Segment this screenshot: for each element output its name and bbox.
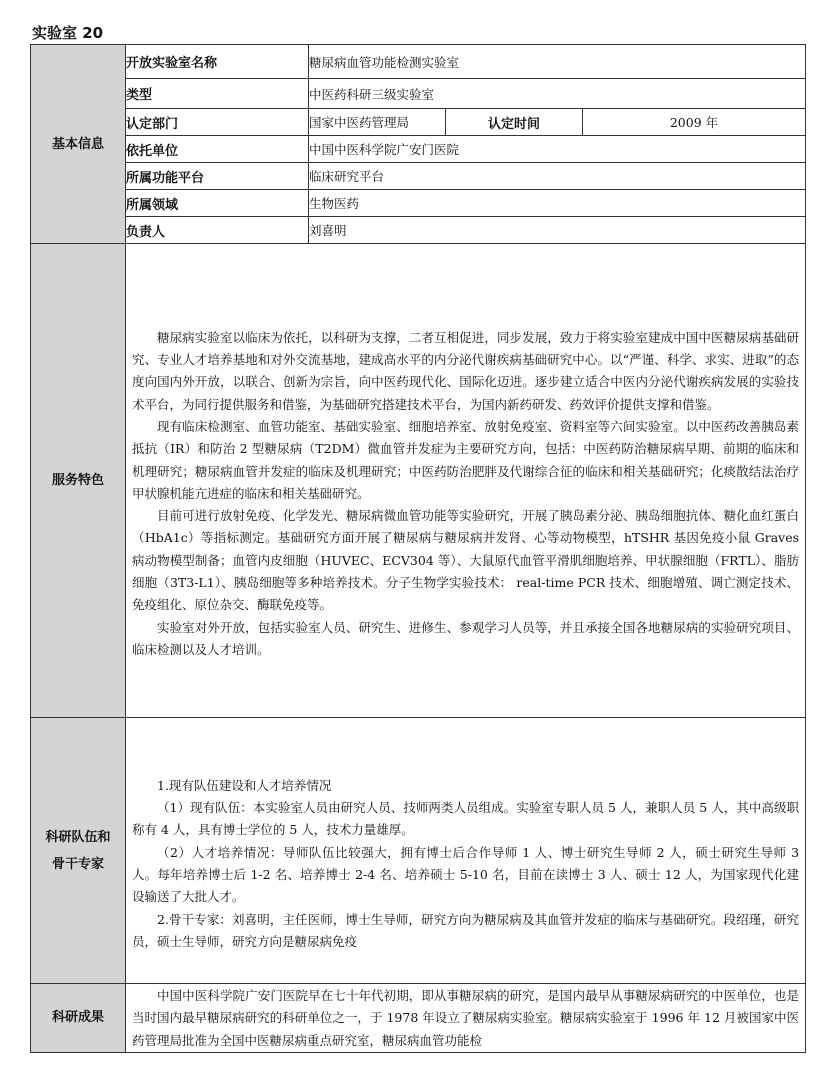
section-service: 服务特色 (31, 244, 126, 718)
team-content (126, 718, 806, 984)
service-paragraph: 现有临床检测室、血管功能室、基础实验室、细胞培养室、放射免疫室、资料室等六间实验室。以中医药改善胰岛素抵抗（IR）和防治 2 型糖尿病（T2DM）微血管并发症为主要研究方向，包括：中医药防治糖尿病早期、前期的临床和机理研究；糖尿病血管并发症的临床及机理研究；中医药防治肥胖及代谢综合征的临床和相关基础研究；化痰散结法治疗甲状腺机能亢进症的临床和相关基础研究。 (132, 418, 800, 501)
value-type: 中医药科研三级实验室 (309, 79, 806, 109)
section-team (31, 718, 126, 984)
results-content (126, 984, 806, 1053)
value-field: 生物医药 (309, 190, 806, 217)
row-director (31, 217, 806, 244)
label-cert-time: 认定时间 (446, 109, 583, 136)
row-field (31, 190, 806, 217)
section-team-line2: 骨干专家 (51, 856, 104, 872)
row-results (31, 984, 806, 1053)
service-paragraph: 糖尿病实验室以临床为依托，以科研为支撑，二者互相促进，同步发展，致力于将实验室建成中国中医糖尿病基础研究、专业人才培养基地和对外交流基地，建成高水平的内分泌代谢疾病基础研究中心。以“严谨、科学、求实、进取”的态度向国内外开放，以联合、创新为宗旨，向中医药现代化、国际化迈进。逐步建立适合中医内分泌代谢疾病发展的实验技术平台，为同行提供服务和借鉴，为基础研究搭建技术平台，为国内新药研发、药效评价提供支撑和借鉴。 (132, 329, 800, 412)
service-content (126, 244, 806, 718)
label-platform: 所属功能平台 (126, 163, 309, 190)
value-department: 国家中医药管理局 (309, 109, 446, 136)
label-host-unit: 依托单位 (126, 136, 309, 163)
section-basic-info: 基本信息 (31, 45, 126, 244)
team-paragraph: （2）人才培养情况：导师队伍比较强大，拥有博士后合作导师 1 人、博士研究生导师 2 人，硕士研究生导师 3 人。每年培养博士后 1-2 名、培养博士 2-4 名、培养硕士 5-10 名，目前在读博士 3 人、硕士 12 人，为国家现代化建设输送了大批人才。 (132, 844, 800, 905)
row-team (31, 718, 806, 984)
label-department: 认定部门 (126, 109, 309, 136)
value-host-unit: 中国中医科学院广安门医院 (309, 136, 806, 163)
section-results: 科研成果 (31, 984, 126, 1053)
service-paragraph: 实验室对外开放，包括实验室人员、研究生、进修生、参观学习人员等，并且承接全国各地糖尿病的实验研究项目、临床检测以及人才培训。 (132, 619, 800, 657)
value-cert-time: 2009 年 (583, 109, 806, 136)
label-director: 负责人 (126, 217, 309, 244)
team-paragraph: 2.骨干专家：刘喜明，主任医师，博士生导师，研究方向为糖尿病及其血管并发症的临床与基础研究。段绍瑾，研究员，硕士生导师，研究方向是糖尿病免疫 (132, 911, 800, 949)
lab-info-table (30, 44, 806, 1053)
value-lab-name: 糖尿病血管功能检测实验室 (309, 45, 806, 79)
section-team-line1: 科研队伍和 (45, 829, 111, 845)
service-paragraph: 目前可进行放射免疫、化学发光、糖尿病微血管功能等实验研究，开展了胰岛素分泌、胰岛细胞抗体、糖化血红蛋白（HbA1c）等指标测定。基础研究方面开展了糖尿病与糖尿病并发肾、心等动物模型，hTSHR 基因免疫小鼠 Graves 病动物模型制备；血管内皮细胞（HUVEC、ECV304 等）、大鼠原代血管平滑肌细胞培养、甲状腺细胞（FRTL）、脂肪细胞（3T3-L1）、胰岛细胞等多种培养技术。分子生物学实验技术： real-time PCR 技术、细胞增殖、调亡测定技术、免疫组化、原位杂交、酶联免疫等。 (132, 508, 800, 613)
results-paragraph: 中国中医科学院广安门医院早在七十年代初期，即从事糖尿病的研究，是国内最早从事糖尿病研究的中医单位，也是当时国内最早糖尿病研究的科研单位之一，于 1978 年设立了糖尿病实验室。糖尿病实验室于 1996 年 12 月被国家中医药管理局批准为全国中医糖尿病重点研究室，糖尿病血管功能检 (132, 988, 800, 1048)
label-lab-name: 开放实验室名称 (126, 45, 309, 79)
team-paragraph: 1.现有队伍建设和人才培养情况 (157, 777, 332, 793)
row-platform (31, 163, 806, 190)
value-platform: 临床研究平台 (309, 163, 806, 190)
row-host-unit (31, 136, 806, 163)
page-title: 实验室 20 (32, 24, 104, 42)
row-department (31, 109, 806, 136)
row-lab-name (31, 45, 806, 79)
value-director: 刘喜明 (309, 217, 806, 244)
label-field: 所属领域 (126, 190, 309, 217)
row-type (31, 79, 806, 109)
team-paragraph: （1）现有队伍：本实验室人员由研究人员、技师两类人员组成。实验室专职人员 5 人，兼职人员 5 人，其中高级职称有 4 人，具有博士学位的 5 人，技术力量雄厚。 (132, 800, 800, 838)
row-service (31, 244, 806, 718)
label-type: 类型 (126, 79, 309, 109)
